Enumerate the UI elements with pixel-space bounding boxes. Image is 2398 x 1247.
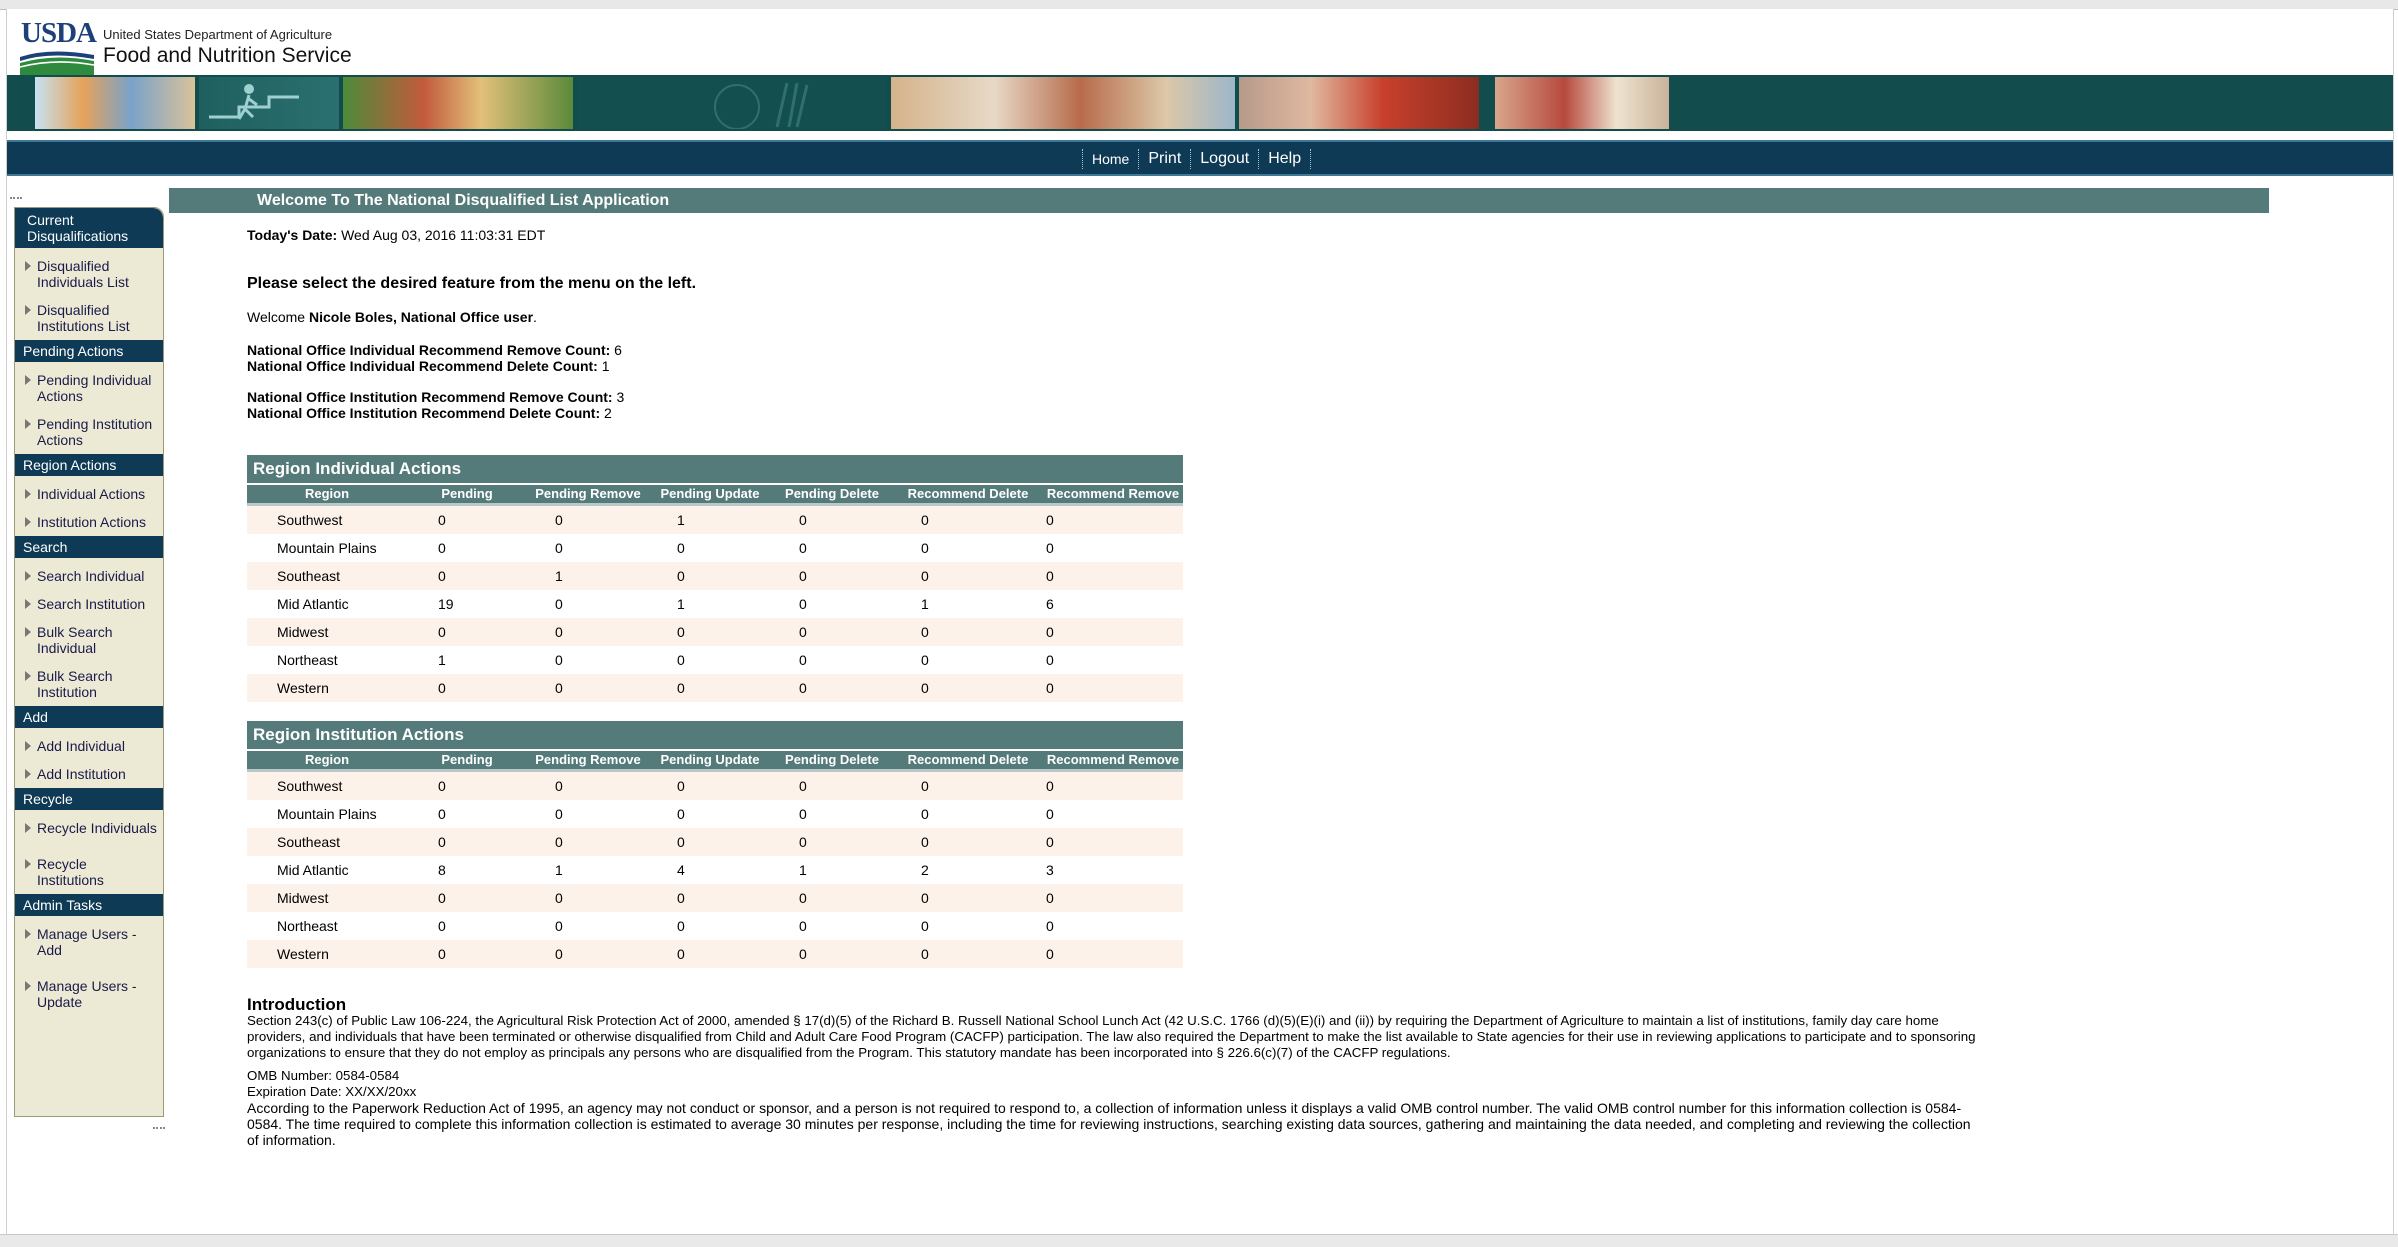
count-cell: 0 [555, 680, 563, 696]
count-cell: 0 [1046, 624, 1054, 640]
count-cell: 1 [677, 512, 685, 528]
count-cell: 0 [799, 624, 807, 640]
count-cell: 4 [677, 862, 685, 878]
count-individual-delete [247, 358, 610, 374]
count-cell: 0 [438, 806, 446, 822]
count-cell: 0 [438, 680, 446, 696]
sidebar-item-label: Recycle Individuals [37, 820, 157, 836]
arrow-right-icon [25, 981, 31, 991]
count-cell: 0 [921, 806, 929, 822]
region-cell: Southwest [277, 778, 343, 794]
welcome-title-bar: Welcome To The National Disqualified List Application [169, 188, 2269, 213]
sidebar-item-institution-actions[interactable] [15, 508, 163, 536]
count-cell: 0 [799, 568, 807, 584]
introduction-text: Section 243(c) of Public Law 106-224, the Agricultural Risk Protection Act of 2000, amended § 17(d)(5) of the Richard B. Russell National School Lunch Act (42 U.S.C. 1766 (d)(5)(E)(i) and (ii)) by requiring the Department of Agriculture to maintain a list of institutions, family day care home providers, and individuals that have been terminated or otherwise disqualified from Child and Adult Care Food Program (CACFP) participation. The law also required the Department to make the list available to State agencies for their use in reviewing applications to participate and to sponsoring organizations to ensure that they do not employ as principals any persons who are disqualified from the Program. This statutory mandate has been incorporated into § 226.6(c)(7) of the CACFP regulations. [247, 1013, 1976, 1060]
sidebar-item-label: Pending Institution Actions [37, 416, 153, 448]
count-cell: 0 [555, 624, 563, 640]
count-cell: 0 [799, 918, 807, 934]
region-institution-actions-table [247, 721, 1183, 968]
count-cell: 1 [921, 596, 929, 612]
arrow-right-icon [25, 419, 31, 429]
arrow-right-icon [25, 859, 31, 869]
count-cell: 0 [799, 806, 807, 822]
count-cell: 0 [921, 946, 929, 962]
region-cell: Western [277, 946, 329, 962]
sidebar-item-recycle-institutions[interactable] [15, 850, 163, 894]
count-cell: 0 [555, 890, 563, 906]
count-value: 3 [616, 389, 625, 405]
count-cell: 19 [438, 596, 454, 612]
usda-logo[interactable]: USDA [21, 17, 96, 49]
table-row [247, 534, 1183, 562]
sidebar-item-add-institution[interactable] [15, 760, 163, 788]
column-header-pending: Pending [441, 486, 493, 501]
sidebar-item-search-institution[interactable] [15, 590, 163, 618]
count-cell: 0 [1046, 806, 1054, 822]
count-cell: 0 [438, 540, 446, 556]
sidebar-item-recycle-individuals[interactable] [15, 814, 163, 850]
site-header [7, 9, 2393, 75]
count-cell: 0 [1046, 890, 1054, 906]
introduction-heading: Introduction [247, 995, 347, 1014]
count-cell: 6 [1046, 596, 1054, 612]
arrow-right-icon [25, 929, 31, 939]
column-header-recommend-remove: Recommend Remove [1046, 752, 1180, 767]
count-cell: 1 [677, 596, 685, 612]
count-institution-remove [247, 389, 624, 405]
count-cell: 0 [1046, 680, 1054, 696]
arrow-right-icon [25, 261, 31, 271]
count-cell: 0 [921, 890, 929, 906]
sidebar-section-recycle: Recycle [15, 788, 163, 810]
sidebar-item-manage-users-add[interactable] [15, 920, 163, 972]
column-header-pending-update: Pending Update [660, 486, 760, 501]
count-cell: 0 [677, 624, 685, 640]
column-header-recommend-delete: Recommend Delete [907, 486, 1029, 501]
header-photo-dinner-table [891, 77, 1235, 129]
region-cell: Midwest [277, 890, 329, 906]
column-header-pending-delete: Pending Delete [785, 486, 879, 501]
header-photo-family [35, 77, 195, 129]
column-header-pending-delete: Pending Delete [785, 752, 879, 767]
table-row [247, 772, 1183, 800]
todays-date [247, 227, 545, 243]
count-cell: 0 [1046, 568, 1054, 584]
count-cell: 0 [555, 834, 563, 850]
sidebar-item-label: Add Institution [37, 766, 126, 782]
header-photo-utensils [577, 77, 887, 129]
region-cell: Midwest [277, 624, 329, 640]
arrow-right-icon [25, 627, 31, 637]
count-cell: 0 [1046, 652, 1054, 668]
table-header-row [247, 751, 1183, 772]
count-cell: 0 [1046, 834, 1054, 850]
count-cell: 0 [677, 918, 685, 934]
count-cell: 2 [921, 862, 929, 878]
sidebar-item-label: Disqualified Individuals List [37, 258, 129, 290]
todays-date-label: Today's Date: [247, 227, 338, 243]
header-photo-market [1239, 77, 1479, 129]
arrow-right-icon [25, 571, 31, 581]
sidebar-item-disqualified-institutions-list[interactable] [15, 296, 163, 340]
table-row [247, 884, 1183, 912]
instruction-text: Please select the desired feature from the menu on the left. [247, 275, 697, 292]
region-cell: Mid Atlantic [277, 596, 349, 612]
count-cell: 0 [555, 806, 563, 822]
count-cell: 1 [438, 652, 446, 668]
table-row [247, 674, 1183, 702]
count-cell: 0 [438, 946, 446, 962]
count-cell: 1 [555, 862, 563, 878]
arrow-right-icon [25, 769, 31, 779]
sidebar-item-label: Recycle Institutions [37, 856, 104, 888]
nav-help-link[interactable]: Help [1258, 149, 1311, 169]
table-title: Region Individual Actions [247, 455, 1183, 483]
count-cell: 3 [1046, 862, 1054, 878]
sidebar-menu [14, 207, 164, 1117]
region-cell: Southeast [277, 568, 341, 584]
sidebar-section-pending-actions: Pending Actions [15, 340, 163, 362]
column-header-pending-remove: Pending Remove [535, 486, 641, 501]
count-cell: 0 [438, 512, 446, 528]
table-row [247, 618, 1183, 646]
count-cell: 0 [799, 778, 807, 794]
region-cell: Northeast [277, 652, 338, 668]
count-cell: 0 [921, 512, 929, 528]
count-cell: 0 [799, 946, 807, 962]
count-cell: 0 [921, 918, 929, 934]
table-row [247, 912, 1183, 940]
count-cell: 0 [555, 652, 563, 668]
table-row [247, 646, 1183, 674]
expiration-date: Expiration Date: XX/XX/20xx [247, 1084, 417, 1099]
count-cell: 0 [1046, 918, 1054, 934]
arrow-right-icon [25, 599, 31, 609]
nav-logout-link[interactable]: Logout [1190, 149, 1258, 169]
count-label: National Office Individual Recommend Delete Count: [247, 358, 598, 374]
sidebar-item-label: Institution Actions [37, 514, 146, 530]
sidebar-item-label: Bulk Search Individual [37, 624, 113, 656]
header-photo-kids [343, 77, 573, 129]
count-cell: 0 [555, 540, 563, 556]
table-row [247, 506, 1183, 534]
sidebar-item-pending-institution-actions[interactable] [15, 410, 163, 454]
count-cell: 0 [438, 568, 446, 584]
sidebar-resize-handle-top [10, 197, 22, 205]
count-cell: 0 [799, 834, 807, 850]
count-cell: 0 [921, 624, 929, 640]
sidebar-item-label: Bulk Search Institution [37, 668, 113, 700]
sidebar-item-label: Manage Users - Update [37, 978, 137, 1010]
column-header-pending-update: Pending Update [660, 752, 760, 767]
sidebar-section-admin-tasks: Admin Tasks [15, 894, 163, 916]
count-cell: 0 [677, 652, 685, 668]
omb-number: OMB Number: 0584-0584 [247, 1068, 400, 1083]
count-cell: 0 [438, 890, 446, 906]
column-header-pending: Pending [441, 752, 493, 767]
top-nav-links [1082, 149, 1311, 169]
count-cell: 0 [799, 596, 807, 612]
count-cell: 0 [921, 834, 929, 850]
sidebar-item-bulk-search-institution[interactable] [15, 662, 163, 706]
top-navbar [7, 140, 2393, 176]
region-cell: Mid Atlantic [277, 862, 349, 878]
count-cell: 0 [555, 596, 563, 612]
count-cell: 0 [677, 890, 685, 906]
count-cell: 0 [799, 680, 807, 696]
arrow-right-icon [25, 823, 31, 833]
agency-department: United States Department of Agriculture [103, 27, 333, 42]
count-cell: 0 [555, 946, 563, 962]
sidebar-item-label: Pending Individual Actions [37, 372, 152, 404]
sidebar-item-label: Disqualified Institutions List [37, 302, 130, 334]
count-cell: 0 [677, 946, 685, 962]
table-row [247, 562, 1183, 590]
header-separator [7, 131, 2393, 137]
sidebar-item-pending-individual-actions[interactable] [15, 366, 163, 410]
table-row [247, 590, 1183, 618]
usda-logo-swoosh-icon [20, 49, 94, 75]
count-label: National Office Individual Recommend Remove Count: [247, 342, 611, 358]
nav-home-link[interactable]: Home [1082, 149, 1138, 169]
sidebar-section-current-disqualifications: Current Disqualifications [15, 208, 163, 248]
count-cell: 0 [799, 512, 807, 528]
count-cell: 0 [677, 540, 685, 556]
count-cell: 0 [921, 652, 929, 668]
count-cell: 0 [677, 680, 685, 696]
count-cell: 0 [677, 778, 685, 794]
count-cell: 0 [555, 512, 563, 528]
welcome-prefix: Welcome [247, 309, 306, 325]
sidebar-item-label: Add Individual [37, 738, 125, 754]
count-cell: 0 [677, 834, 685, 850]
count-cell: 0 [438, 624, 446, 640]
region-cell: Western [277, 680, 329, 696]
table-body [247, 772, 1183, 968]
paperwork-reduction-text: According to the Paperwork Reduction Act of 1995, an agency may not conduct or sponsor, and a person is not required to respond to, a collection of information unless it displays a valid OMB control number. The valid OMB control number for this information collection is 0584-0584. The time required to complete this information collection is estimated to average 30 minutes per response, including the time for reviewing instructions, searching existing data sources, gathering and maintaining the data needed, and completing and reviewing the collection of information. [247, 1100, 1971, 1148]
page [6, 9, 2394, 1234]
column-header-region: Region [304, 486, 350, 501]
region-cell: Northeast [277, 918, 338, 934]
region-cell: Southeast [277, 834, 341, 850]
header-photo-computer [1495, 77, 1669, 129]
table-row [247, 800, 1183, 828]
welcome-user-name: Nicole Boles, National Office user [308, 309, 534, 325]
welcome-user-line [247, 309, 537, 325]
welcome-suffix: . [533, 309, 537, 325]
nav-print-link[interactable]: Print [1138, 149, 1190, 169]
count-cell: 0 [1046, 946, 1054, 962]
arrow-right-icon [25, 375, 31, 385]
table-row [247, 940, 1183, 968]
sidebar-item-label: Manage Users - Add [37, 926, 137, 958]
count-cell: 0 [438, 834, 446, 850]
count-cell: 0 [438, 918, 446, 934]
table-title: Region Institution Actions [247, 721, 1183, 749]
count-cell: 0 [921, 778, 929, 794]
column-header-region: Region [304, 752, 350, 767]
count-cell: 0 [799, 540, 807, 556]
sidebar-section-region-actions: Region Actions [15, 454, 163, 476]
count-individual-remove [247, 342, 622, 358]
count-cell: 1 [555, 568, 563, 584]
region-cell: Mountain Plains [277, 540, 377, 556]
count-value: 2 [604, 405, 612, 421]
count-cell: 0 [555, 778, 563, 794]
sidebar-resize-handle-bottom [153, 1121, 165, 1129]
count-cell: 0 [438, 778, 446, 794]
count-cell: 0 [677, 806, 685, 822]
sidebar-item-bulk-search-individual[interactable] [15, 618, 163, 662]
table-header-row [247, 485, 1183, 506]
count-cell: 0 [921, 568, 929, 584]
count-cell: 0 [1046, 540, 1054, 556]
column-header-pending-remove: Pending Remove [535, 752, 641, 767]
todays-date-value: Wed Aug 03, 2016 11:03:31 EDT [341, 227, 546, 243]
sidebar-item-manage-users-update[interactable] [15, 972, 163, 1016]
arrow-right-icon [25, 489, 31, 499]
column-header-recommend-delete: Recommend Delete [907, 752, 1029, 767]
count-label: National Office Institution Recommend Remove Count: [247, 389, 613, 405]
region-cell: Mountain Plains [277, 806, 377, 822]
header-photo-exercise [199, 77, 339, 129]
sidebar-section-search: Search [15, 536, 163, 558]
table-row [247, 828, 1183, 856]
arrow-right-icon [25, 305, 31, 315]
table-row [247, 856, 1183, 884]
count-cell: 0 [677, 568, 685, 584]
sidebar-item-label: Individual Actions [37, 486, 146, 502]
count-label: National Office Institution Recommend Delete Count: [247, 405, 601, 421]
count-cell: 0 [555, 918, 563, 934]
region-cell: Southwest [277, 512, 343, 528]
sidebar-item-label: Search Institution [37, 596, 146, 612]
count-cell: 0 [921, 540, 929, 556]
arrow-right-icon [25, 671, 31, 681]
browser-bottom-strip [0, 1234, 2398, 1247]
sidebar-item-disqualified-individuals-list[interactable] [15, 252, 163, 296]
column-header-recommend-remove: Recommend Remove [1046, 486, 1180, 501]
sidebar-item-search-individual[interactable] [15, 562, 163, 590]
count-cell: 0 [799, 890, 807, 906]
count-cell: 0 [1046, 778, 1054, 794]
count-cell: 0 [799, 652, 807, 668]
count-institution-delete [247, 405, 612, 421]
arrow-right-icon [25, 517, 31, 527]
arrow-right-icon [25, 741, 31, 751]
count-value: 1 [601, 358, 610, 374]
header-photo-band [7, 75, 2393, 131]
sidebar-section-add: Add [15, 706, 163, 728]
sidebar-item-label: Search Individual [37, 568, 145, 584]
sidebar-item-add-individual[interactable] [15, 732, 163, 760]
sidebar-item-individual-actions[interactable] [15, 480, 163, 508]
count-value: 6 [614, 342, 622, 358]
count-cell: 0 [1046, 512, 1054, 528]
region-individual-actions-table [247, 455, 1183, 702]
count-cell: 8 [438, 862, 446, 878]
agency-name: Food and Nutrition Service [103, 44, 352, 67]
count-cell: 1 [799, 862, 807, 878]
table-body [247, 506, 1183, 702]
count-cell: 0 [921, 680, 929, 696]
